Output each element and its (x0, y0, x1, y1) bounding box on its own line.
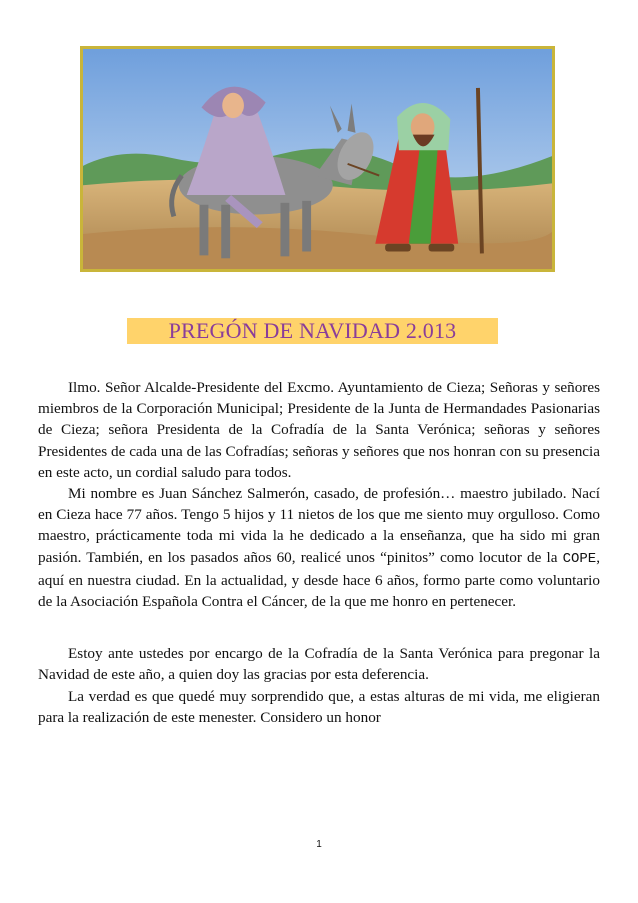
nativity-illustration (80, 46, 555, 272)
title-banner (127, 318, 498, 344)
paragraph-greeting: Ilmo. Señor Alcalde-Presidente del Excmo. Ayuntamiento de Cieza; Señoras y señores miembros de la Corporación Municipal; Presidente de la Junta de Hermandades Pasionarias de Cieza; señora Presidenta de la Cofradía de la Santa Verónica; señoras y señores Presidentes de cada una de las Cofradías; señoras y señores que nos honran con su presencia en este acto, un cordial saludo para todos. (38, 379, 600, 481)
paragraph-surprise: La verdad es que quedé muy sorprendido que, a estas alturas de mi vida, me eligieran para la realización de este menester. Considero un honor (38, 687, 600, 726)
paragraph-introduction-part-1: Mi nombre es Juan Sánchez Salmerón, casado, de profesión… maestro jubilado. Nací en Cieza hace 77 años. Tengo 5 hijos y 11 nietos de los que me siento muy orgulloso. Como maestro, prácticamente toda mi vida la he dedicado a la enseñanza, que ha sido mi gran pasión. También, en los pasados años 60, realicé unos “pinitos” como locutor de la (38, 485, 600, 566)
flight-to-egypt-image (83, 49, 552, 269)
radio-station-name: COPE (562, 550, 597, 567)
page-title: PREGÓN DE NAVIDAD 2.013 (168, 318, 457, 343)
paragraph-introduction (38, 483, 600, 612)
page-number: 1 (316, 839, 322, 850)
speech-body (38, 377, 600, 728)
paragraph-commission: Estoy ante ustedes por encargo de la Cofradía de la Santa Verónica para pregonar la Navidad de este año, a quien doy las gracias por esta deferencia. (38, 645, 600, 684)
paragraph-introduction-part-2: , aquí en nuestra ciudad. En la actualidad, y desde hace 6 años, formo parte como voluntario de la Asociación Española Contra el Cáncer, de la que me honro en pertenecer. (38, 548, 600, 611)
